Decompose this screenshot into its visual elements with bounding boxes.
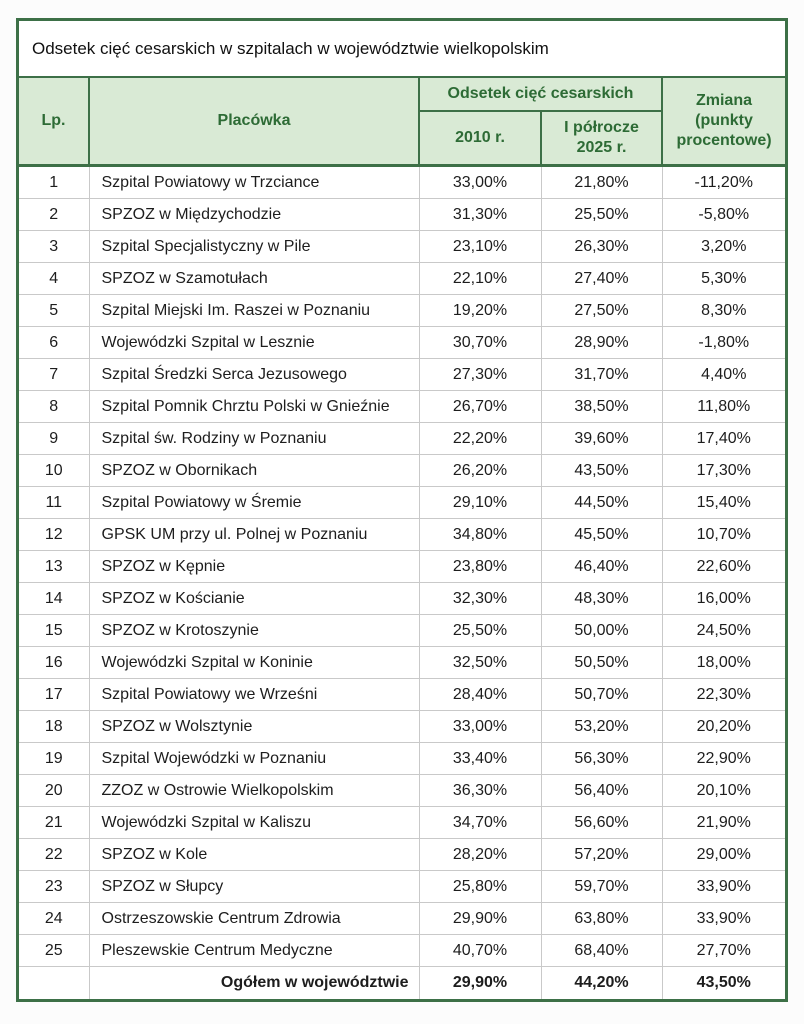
row-lp: 6 (19, 327, 89, 359)
row-2025-value: 53,20% (541, 711, 662, 743)
row-change-value: 10,70% (662, 519, 785, 551)
row-facility: Ostrzeszowskie Centrum Zdrowia (89, 903, 419, 935)
table-row (19, 551, 785, 583)
row-facility: Pleszewskie Centrum Medyczne (89, 935, 419, 967)
row-facility: Szpital św. Rodziny w Poznaniu (89, 423, 419, 455)
total-2010-value: 29,90% (419, 967, 541, 999)
row-facility: Wojewódzki Szpital w Kaliszu (89, 807, 419, 839)
row-change-value: -11,20% (662, 166, 785, 199)
row-2025-value: 63,80% (541, 903, 662, 935)
row-facility: Szpital Powiatowy w Trzciance (89, 166, 419, 199)
row-change-value: 3,20% (662, 231, 785, 263)
row-lp: 14 (19, 583, 89, 615)
row-lp: 4 (19, 263, 89, 295)
col-header-lp: Lp. (19, 78, 89, 166)
row-facility: Szpital Wojewódzki w Poznaniu (89, 743, 419, 775)
row-facility: Szpital Powiatowy w Śremie (89, 487, 419, 519)
row-2025-value: 56,40% (541, 775, 662, 807)
row-change-value: 33,90% (662, 903, 785, 935)
row-facility: Szpital Specjalistyczny w Pile (89, 231, 419, 263)
row-2010-value: 33,40% (419, 743, 541, 775)
row-change-value: 22,60% (662, 551, 785, 583)
row-2025-value: 56,60% (541, 807, 662, 839)
col-header-change: Zmiana (punkty procentowe) (662, 78, 785, 166)
table-row (19, 359, 785, 391)
row-lp: 10 (19, 455, 89, 487)
row-lp: 8 (19, 391, 89, 423)
row-change-value: 20,20% (662, 711, 785, 743)
total-label: Ogółem w województwie (89, 967, 419, 999)
row-2025-value: 38,50% (541, 391, 662, 423)
row-lp: 3 (19, 231, 89, 263)
row-2010-value: 26,70% (419, 391, 541, 423)
row-2025-value: 50,70% (541, 679, 662, 711)
row-lp: 25 (19, 935, 89, 967)
row-2010-value: 28,20% (419, 839, 541, 871)
table-row (19, 423, 785, 455)
row-2025-value: 48,30% (541, 583, 662, 615)
row-change-value: 15,40% (662, 487, 785, 519)
row-2025-value: 25,50% (541, 199, 662, 231)
row-facility: SPZOZ w Obornikach (89, 455, 419, 487)
row-2010-value: 34,80% (419, 519, 541, 551)
row-2025-value: 31,70% (541, 359, 662, 391)
table-row (19, 583, 785, 615)
row-change-value: -1,80% (662, 327, 785, 359)
table-row (19, 935, 785, 967)
row-lp: 21 (19, 807, 89, 839)
table-footer (19, 967, 785, 999)
row-change-value: 5,30% (662, 263, 785, 295)
table-header (19, 78, 785, 166)
table-row (19, 647, 785, 679)
row-facility: SPZOZ w Szamotułach (89, 263, 419, 295)
row-2010-value: 29,90% (419, 903, 541, 935)
row-2010-value: 29,10% (419, 487, 541, 519)
table-row (19, 903, 785, 935)
row-2010-value: 33,00% (419, 711, 541, 743)
table-row (19, 807, 785, 839)
total-change-value: 43,50% (662, 967, 785, 999)
row-facility: SPZOZ w Międzychodzie (89, 199, 419, 231)
row-lp: 23 (19, 871, 89, 903)
row-2010-value: 22,10% (419, 263, 541, 295)
row-2010-value: 23,10% (419, 231, 541, 263)
row-2010-value: 34,70% (419, 807, 541, 839)
row-change-value: 21,90% (662, 807, 785, 839)
table-row (19, 871, 785, 903)
row-change-value: 4,40% (662, 359, 785, 391)
row-change-value: 33,90% (662, 871, 785, 903)
row-2025-value: 68,40% (541, 935, 662, 967)
row-2010-value: 27,30% (419, 359, 541, 391)
row-2025-value: 59,70% (541, 871, 662, 903)
row-2025-value: 21,80% (541, 166, 662, 199)
table-title: Odsetek cięć cesarskich w szpitalach w województwie wielkopolskim (19, 21, 785, 78)
row-2010-value: 23,80% (419, 551, 541, 583)
row-2010-value: 26,20% (419, 455, 541, 487)
row-2010-value: 25,50% (419, 615, 541, 647)
row-facility: Szpital Pomnik Chrztu Polski w Gnieźnie (89, 391, 419, 423)
row-change-value: 29,00% (662, 839, 785, 871)
row-2010-value: 30,70% (419, 327, 541, 359)
row-lp: 1 (19, 166, 89, 199)
row-2010-value: 32,30% (419, 583, 541, 615)
row-2025-value: 43,50% (541, 455, 662, 487)
row-change-value: 11,80% (662, 391, 785, 423)
total-lp-empty (19, 967, 89, 999)
row-facility: SPZOZ w Krotoszynie (89, 615, 419, 647)
row-change-value: 22,90% (662, 743, 785, 775)
row-change-value: -5,80% (662, 199, 785, 231)
row-change-value: 8,30% (662, 295, 785, 327)
table-row (19, 263, 785, 295)
table-row (19, 519, 785, 551)
row-facility: Wojewódzki Szpital w Koninie (89, 647, 419, 679)
row-2010-value: 22,20% (419, 423, 541, 455)
row-facility: Wojewódzki Szpital w Lesznie (89, 327, 419, 359)
row-lp: 11 (19, 487, 89, 519)
row-change-value: 18,00% (662, 647, 785, 679)
row-facility: Szpital Powiatowy we Wrześni (89, 679, 419, 711)
row-lp: 24 (19, 903, 89, 935)
row-facility: Szpital Średzki Serca Jezusowego (89, 359, 419, 391)
row-lp: 22 (19, 839, 89, 871)
row-lp: 5 (19, 295, 89, 327)
row-2025-value: 27,40% (541, 263, 662, 295)
table-row (19, 615, 785, 647)
table-row (19, 199, 785, 231)
table-row (19, 711, 785, 743)
row-2010-value: 40,70% (419, 935, 541, 967)
row-2025-value: 57,20% (541, 839, 662, 871)
table-row (19, 839, 785, 871)
row-2025-value: 28,90% (541, 327, 662, 359)
row-facility: Szpital Miejski Im. Raszei w Poznaniu (89, 295, 419, 327)
row-2010-value: 31,30% (419, 199, 541, 231)
table-row (19, 775, 785, 807)
caesarean-rate-table (19, 78, 785, 999)
row-2010-value: 28,40% (419, 679, 541, 711)
row-facility: SPZOZ w Kole (89, 839, 419, 871)
row-2025-value: 56,30% (541, 743, 662, 775)
row-change-value: 17,40% (662, 423, 785, 455)
row-lp: 19 (19, 743, 89, 775)
row-lp: 18 (19, 711, 89, 743)
row-facility: ZZOZ w Ostrowie Wielkopolskim (89, 775, 419, 807)
table-row (19, 166, 785, 199)
row-lp: 20 (19, 775, 89, 807)
row-change-value: 22,30% (662, 679, 785, 711)
col-header-group: Odsetek cięć cesarskich (419, 78, 662, 111)
row-change-value: 24,50% (662, 615, 785, 647)
row-lp: 17 (19, 679, 89, 711)
row-change-value: 16,00% (662, 583, 785, 615)
row-2010-value: 33,00% (419, 166, 541, 199)
row-facility: GPSK UM przy ul. Polnej w Poznaniu (89, 519, 419, 551)
row-2010-value: 19,20% (419, 295, 541, 327)
row-2025-value: 26,30% (541, 231, 662, 263)
row-change-value: 20,10% (662, 775, 785, 807)
row-facility: SPZOZ w Słupcy (89, 871, 419, 903)
table-body (19, 166, 785, 967)
row-lp: 2 (19, 199, 89, 231)
row-2025-value: 44,50% (541, 487, 662, 519)
row-2010-value: 36,30% (419, 775, 541, 807)
table-row (19, 679, 785, 711)
row-2025-value: 46,40% (541, 551, 662, 583)
row-change-value: 17,30% (662, 455, 785, 487)
row-lp: 9 (19, 423, 89, 455)
col-header-2010: 2010 r. (419, 111, 541, 166)
total-2025-value: 44,20% (541, 967, 662, 999)
row-facility: SPZOZ w Wolsztynie (89, 711, 419, 743)
row-2025-value: 45,50% (541, 519, 662, 551)
table-row (19, 743, 785, 775)
row-2010-value: 25,80% (419, 871, 541, 903)
row-2025-value: 39,60% (541, 423, 662, 455)
row-facility: SPZOZ w Kępnie (89, 551, 419, 583)
row-2025-value: 27,50% (541, 295, 662, 327)
row-lp: 7 (19, 359, 89, 391)
col-header-facility: Placówka (89, 78, 419, 166)
row-2025-value: 50,00% (541, 615, 662, 647)
table-frame (16, 18, 788, 1002)
col-header-2025: I półrocze 2025 r. (541, 111, 662, 166)
row-2025-value: 50,50% (541, 647, 662, 679)
row-facility: SPZOZ w Kościanie (89, 583, 419, 615)
table-row (19, 487, 785, 519)
row-lp: 12 (19, 519, 89, 551)
table-row (19, 231, 785, 263)
row-2010-value: 32,50% (419, 647, 541, 679)
table-row (19, 327, 785, 359)
row-lp: 16 (19, 647, 89, 679)
table-row (19, 455, 785, 487)
row-change-value: 27,70% (662, 935, 785, 967)
table-row (19, 391, 785, 423)
row-lp: 13 (19, 551, 89, 583)
table-row (19, 295, 785, 327)
total-row (19, 967, 785, 999)
row-lp: 15 (19, 615, 89, 647)
